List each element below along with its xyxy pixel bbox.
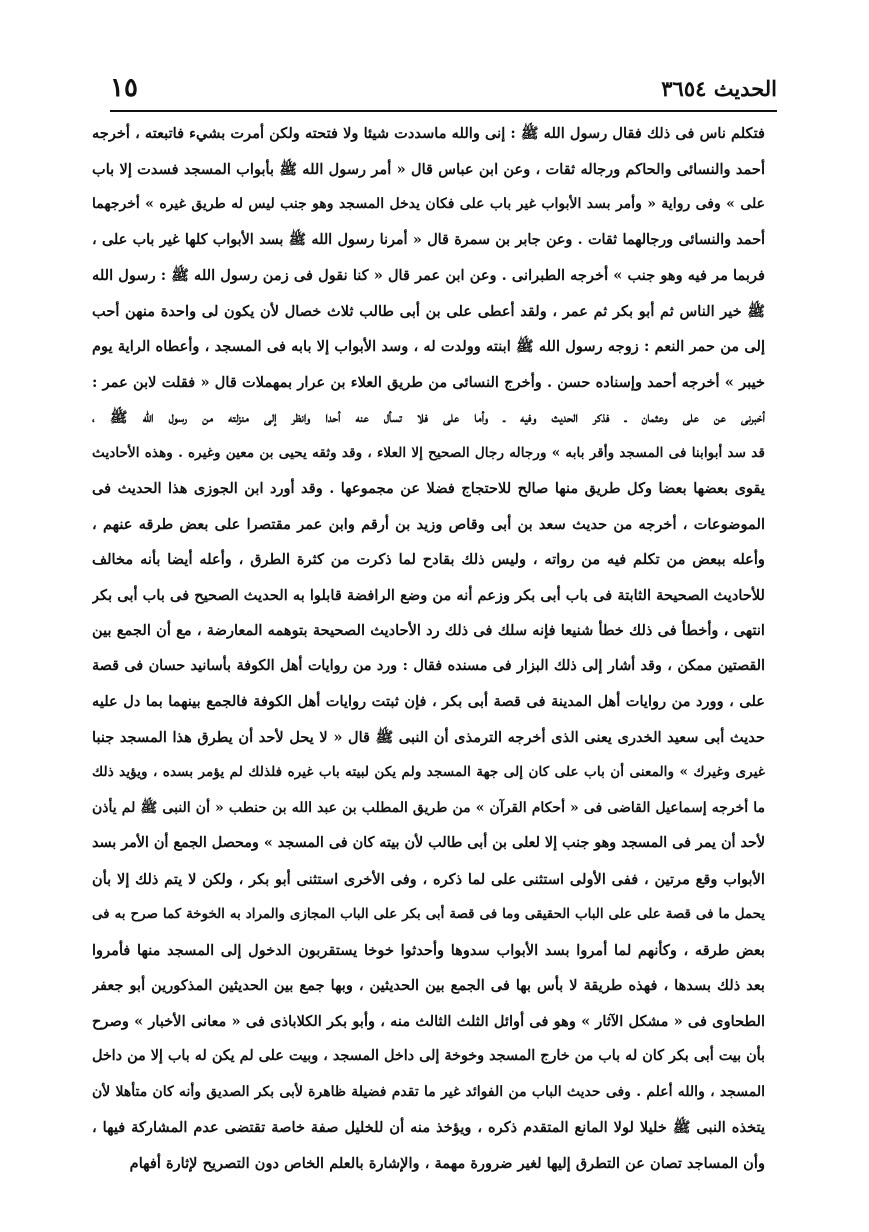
text-line: خيبر » أخرجه أحمد وإسناده حسن . وأخرج النسائى من طريق العلاء بن عرار بمهملات قال « فقلت لابن عمر :	[92, 373, 765, 391]
text-line: القصتين ممكن ، وقد أشار إلى ذلك البزار فى مسنده فقال : ورد من روايات أهل الكوفة بأسانيد حسان فى قصة	[92, 657, 765, 674]
text-line: ﷺ خير الناس ثم أبو بكر ثم عمر ، ولقد أعطى على بن أبى طالب ثلاث خصال لأن يكون لى واحدة منهن أحب	[92, 302, 765, 320]
text-line: يقوى بعضها بعضا وكل طريق منها صالح للاحتجاج فضلا عن مجموعها . وقد أورد ابن الجوزى هذا الحديث فى	[92, 480, 765, 497]
text-line: للأحاديث الصحيحة الثابتة فى باب أبى بكر وزعم أنه من وضع الرافضة قابلوا به الحديث الصحيح فى باب أبى بكر	[92, 586, 765, 604]
text-line: فربما مر فيه وهو جنب » أخرجه الطبرانى . وعن ابن عمر قال « كنا نقول فى زمن رسول الله ﷺ : رسول الله	[92, 267, 765, 284]
text-line: على ، وورد من روايات أهل المدينة فى قصة أبى بكر ، فإن ثبتت روايات أهل الكوفة فالجمع بينهما بما دل عليه	[92, 693, 765, 710]
body-text	[92, 116, 765, 1181]
text-line: المسجد ، والله أعلم . وفى حديث الباب من الفوائد غير ما تقدم فضيلة ظاهرة لأبى بكر الصديق وأنه كان متأهلا لأن	[92, 1083, 765, 1100]
text-line: وأعله ببعض من تكلم فيه من رواته ، وليس ذلك بقادح لما ذكرت من كثرة الطرق ، وأعله أيضا بأنه مخالف	[92, 551, 765, 568]
text-line: وأن المساجد تصان عن التطرق إليها لغير ضرورة مهمة ، والإشارة بالعلم الخاص دون التصريح لإثارة أفهام	[129, 1154, 765, 1172]
text-line: لأحد أن يمر فى المسجد وهو جنب إلا لعلى بن أبى طالب لأن بيته كان فى المسجد » ومحصل الجمع أن الأمر بسد	[92, 835, 765, 851]
text-line: على » وفى رواية « وأمر بسد الأبواب غير باب على فكان يدخل المسجد وهو جنب ليس له طريق غيره » أخرجهما	[92, 196, 765, 212]
text-line: قد سد أبوابنا فى المسجد وأقر بابه » ورجاله رجال الصحيح إلا العلاء ، وقد وثقه يحيى بن معين وغيره . وهذه الأحاديث	[92, 444, 765, 461]
text-line: أخبرنى عن على وعثمان ـ فذكر الحديث وفيه ـ وأما على فلا تسأل عنه أحدا وانظر إلى منزلته من رسول الله ﷺ ،	[92, 409, 765, 426]
text-line: حديث أبى سعيد الخدرى يعنى الذى أخرجه الترمذى أن النبى ﷺ قال « لا يحل لأحد أن يطرق هذا المسجد جنبا	[92, 728, 765, 746]
text-line: يتخذه النبى ﷺ خليلا لولا المانع المتقدم ذكره ، ويؤخذ منه أن للخليل صفة خاصة تقتضى عدم المشاركة فيها ،	[92, 1119, 765, 1136]
text-line: بعض طرقه ، وكأنهم لما أمروا بسد الأبواب سدوها وأحدثوا خوخا يستقربون الدخول إلى المسجد منها فأمروا	[92, 941, 765, 959]
text-line: بعد ذلك بسدها ، فهذه طريقة لا بأس بها فى الجمع بين الحديثين ، وبها جمع بين الحديثين المذكورين أبو جعفر	[92, 977, 765, 994]
text-line: يحمل ما فى قصة على على الباب الحقيقى وما فى قصة أبى بكر على الباب المجازى والمراد به الخوخة كما صرح به فى	[92, 906, 765, 922]
text-line: غيرى وغيرك » والمعنى أن باب على كان إلى جهة المسجد ولم يكن لبيته باب غيره فلذلك لم يؤمر بسده ، ويؤيد ذلك	[92, 764, 765, 780]
text-line: الموضوعات ، أخرجه من حديث سعد بن أبى وقاص وزيد بن أرقم وابن عمر مقتصرا على بعض طرقه عنهم ،	[92, 515, 765, 533]
text-line: أحمد والنسائى ورجالهما ثقات . وعن جابر بن سمرة قال « أمرنا رسول الله ﷺ بسد الأبواب كلها غير باب على ،	[92, 231, 765, 248]
text-line: الطحاوى فى « مشكل الآثار » وهو فى أوائل الثلث الثالث منه ، وأبو بكر الكلاباذى فى « معانى الأخبار » وصرح	[92, 1012, 765, 1030]
header-rule	[110, 110, 777, 112]
text-line: إلى من حمر النعم : زوجه رسول الله ﷺ ابنته وولدت له ، وسد الأبواب إلا بابه فى المسجد ، وأعطاه الراية يوم	[92, 338, 765, 355]
text-line: أحمد والنسائى والحاكم ورجاله ثقات ، وعن ابن عباس قال « أمر رسول الله ﷺ بأبواب المسجد فسدت إلا باب	[92, 160, 765, 178]
running-title: الحديث ٣٦٥٤	[661, 75, 777, 101]
text-line: انتهى ، وأخطأ فى ذلك خطأ شنيعا فإنه سلك فى ذلك رد الأحاديث الصحيحة بتوهمه المعارضة ، مع أن الجمع بين	[92, 622, 765, 639]
text-line: فتكلم ناس فى ذلك فقال رسول الله ﷺ : إنى والله ماسددت شيئا ولا فتحته ولكن أمرت بشيء فاتبعته ، أخرجه	[92, 125, 765, 142]
text-line: ما أخرجه إسماعيل القاضى فى « أحكام القرآن » من طريق المطلب بن عبد الله بن حنطب « أن النبى ﷺ لم يأذن	[92, 799, 765, 816]
page-header	[110, 64, 777, 112]
text-line: الأبواب وقع مرتين ، ففى الأولى استثنى على لما ذكره ، وفى الأخرى استثنى أبو بكر ، ولكن لا يتم ذلك إلا بأن	[92, 870, 765, 888]
page-number: ١٥	[110, 73, 138, 103]
text-line: بأن بيت أبى بكر كان له باب من خارج المسجد وخوخة إلى داخل المسجد ، وبيت على لم يكن له باب إلا من داخل	[92, 1048, 765, 1064]
